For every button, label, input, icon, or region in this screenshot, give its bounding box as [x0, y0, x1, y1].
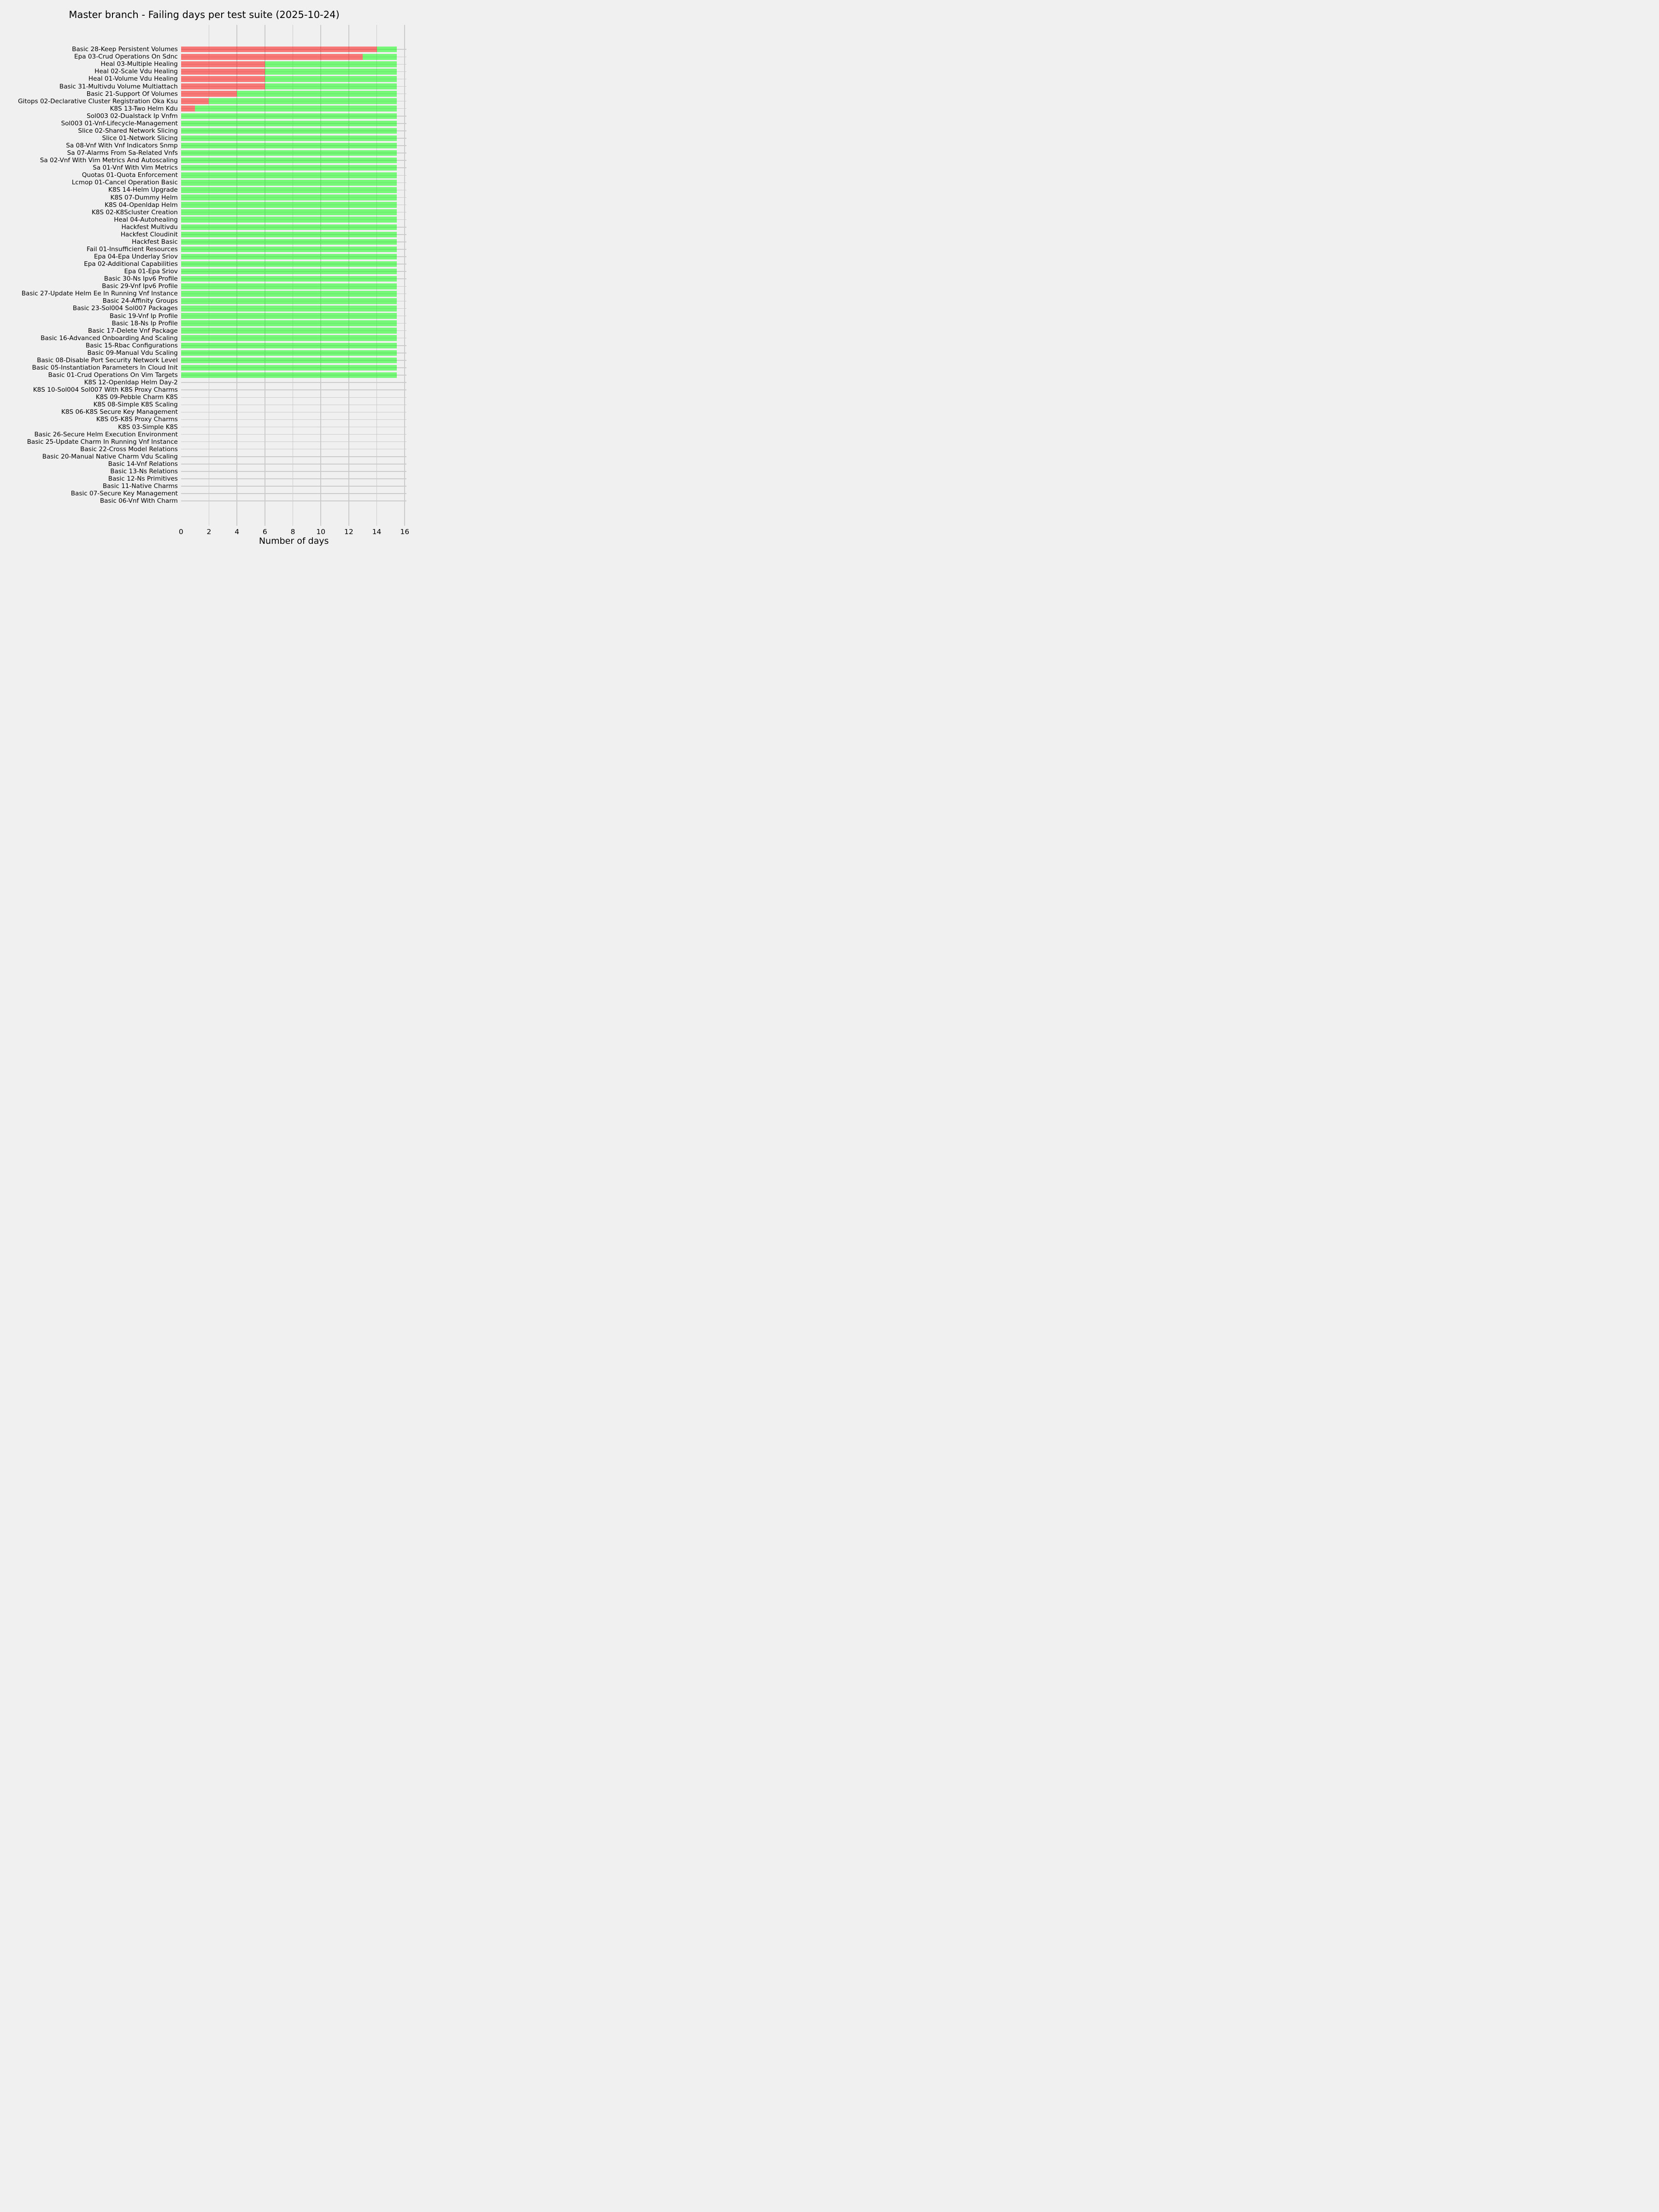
x-tick-label: 16: [400, 528, 410, 536]
y-tick-label: Basic 16-Advanced Onboarding And Scaling: [41, 334, 178, 342]
bar-passing-segment: [377, 47, 397, 53]
bar-passing-segment: [181, 320, 397, 326]
y-tick-label: K8S 12-Openldap Helm Day-2: [84, 379, 178, 387]
y-gridline: [181, 478, 407, 479]
bar-passing-segment: [181, 143, 397, 149]
x-tick-label: 2: [206, 528, 212, 536]
bar-passing-segment: [181, 358, 397, 364]
y-tick-label: Basic 28-Keep Persistent Volumes: [72, 46, 178, 53]
y-gridline: [181, 471, 407, 472]
y-tick-label: Basic 17-Delete Vnf Package: [88, 327, 178, 335]
bar-passing-segment: [181, 121, 397, 127]
y-tick-label: Epa 02-Additional Capabilities: [84, 260, 178, 268]
bar-passing-segment: [209, 98, 396, 104]
y-tick-label: Basic 30-Ns Ipv6 Profile: [104, 275, 178, 283]
bar-passing-segment: [181, 180, 397, 186]
y-tick-label: Hackfest Basic: [132, 238, 178, 246]
y-gridline: [181, 493, 407, 494]
y-tick-label: Sa 08-Vnf With Vnf Indicators Snmp: [66, 142, 178, 150]
bar-failing-segment: [181, 98, 209, 104]
bar-passing-segment: [181, 306, 397, 312]
y-tick-label: Sa 02-Vnf With Vim Metrics And Autoscaling: [40, 157, 178, 165]
y-gridline: [181, 486, 407, 487]
bar-passing-segment: [363, 54, 397, 60]
y-tick-label: Basic 20-Manual Native Charm Vdu Scaling: [42, 453, 178, 460]
bar-passing-segment: [181, 335, 397, 341]
y-tick-label: Hackfest Cloudinit: [120, 230, 178, 238]
bar-passing-segment: [181, 343, 397, 349]
y-tick-label: Heal 01-Volume Vdu Healing: [88, 75, 178, 83]
y-tick-label: Hackfest Multivdu: [121, 223, 178, 231]
y-tick-label: Basic 23-Sol004 Sol007 Packages: [72, 305, 178, 312]
y-gridline: [181, 427, 407, 428]
bar-failing-segment: [181, 54, 363, 60]
y-tick-label: Basic 08-Disable Port Security Network Level: [37, 356, 178, 364]
y-tick-label: Epa 04-Epa Underlay Sriov: [94, 253, 178, 261]
y-tick-label: Basic 27-Update Helm Ee In Running Vnf Instance: [21, 290, 178, 298]
bar-passing-segment: [181, 135, 397, 141]
bar-passing-segment: [181, 224, 397, 230]
y-tick-label: Basic 09-Manual Vdu Scaling: [87, 349, 178, 357]
y-tick-label: Epa 03-Crud Operations On Sdnc: [74, 53, 178, 61]
bar-passing-segment: [181, 283, 397, 289]
x-tick-label: 14: [372, 528, 382, 536]
bar-passing-segment: [181, 158, 397, 164]
bar-passing-segment: [181, 291, 397, 297]
bar-failing-segment: [181, 47, 377, 53]
x-axis-title: Number of days: [259, 536, 329, 546]
y-tick-label: Basic 18-Ns Ip Profile: [112, 319, 178, 327]
bar-passing-segment: [265, 83, 397, 89]
y-tick-label: Heal 04-Autohealing: [114, 216, 178, 224]
bar-passing-segment: [181, 128, 397, 134]
bar-passing-segment: [181, 202, 397, 208]
y-tick-label: Basic 06-Vnf With Charm: [100, 497, 178, 505]
bar-passing-segment: [181, 365, 397, 371]
y-tick-label: Basic 15-Rbac Configurations: [85, 341, 178, 349]
x-tick-label: 6: [262, 528, 267, 536]
y-tick-label: Basic 29-Vnf Ipv6 Profile: [102, 282, 178, 290]
y-tick-label: Sa 07-Alarms From Sa-Related Vnfs: [67, 149, 178, 157]
bar-passing-segment: [181, 232, 397, 238]
bar-failing-segment: [181, 61, 265, 67]
y-tick-label: Basic 21-Support Of Volumes: [86, 90, 178, 98]
y-gridline: [181, 405, 407, 406]
x-tick-label: 0: [178, 528, 183, 536]
bar-passing-segment: [181, 298, 397, 304]
y-gridline: [181, 389, 407, 390]
bar-passing-segment: [181, 239, 397, 245]
bar-passing-segment: [181, 217, 397, 223]
y-tick-label: K8S 14-Helm Upgrade: [108, 186, 178, 194]
x-tick-label: 10: [316, 528, 326, 536]
y-gridline: [181, 382, 407, 383]
bar-failing-segment: [181, 83, 265, 89]
y-tick-label: K8S 05-K8S Proxy Charms: [96, 416, 178, 424]
bar-failing-segment: [181, 91, 237, 97]
bar-passing-segment: [181, 276, 397, 282]
y-gridline: [181, 412, 407, 413]
y-tick-label: K8S 07-Dummy Helm: [110, 194, 178, 201]
y-tick-label: Basic 25-Update Charm In Running Vnf Instance: [27, 438, 178, 446]
bar-failing-segment: [181, 106, 195, 112]
x-tick-label: 12: [344, 528, 353, 536]
y-tick-label: Basic 01-Crud Operations On Vim Targets: [48, 371, 178, 379]
y-tick-label: Lcmop 01-Cancel Operation Basic: [71, 179, 178, 187]
bar-passing-segment: [181, 254, 397, 260]
bar-passing-segment: [181, 150, 397, 156]
y-gridline: [181, 464, 407, 465]
bar-passing-segment: [181, 261, 397, 267]
y-tick-label: K8S 09-Pebble Charm K8S: [95, 394, 178, 401]
bar-passing-segment: [181, 372, 397, 378]
y-tick-label: K8S 10-Sol004 Sol007 With K8S Proxy Charms: [33, 386, 178, 394]
y-gridline: [181, 434, 407, 435]
y-tick-label: K8S 04-Openldap Helm: [105, 201, 178, 209]
y-tick-label: Basic 12-Ns Primitives: [108, 475, 178, 482]
bar-passing-segment: [181, 172, 397, 178]
bar-passing-segment: [265, 61, 397, 67]
y-tick-label: Basic 19-Vnf Ip Profile: [109, 312, 178, 320]
y-tick-label: Slice 02-Shared Network Slicing: [78, 127, 178, 135]
bar-passing-segment: [181, 328, 397, 334]
y-tick-label: Basic 24-Affinity Groups: [102, 297, 178, 305]
y-tick-label: Sa 01-Vnf With Vim Metrics: [93, 164, 178, 172]
bar-passing-segment: [195, 106, 397, 112]
y-gridline: [181, 449, 407, 450]
y-tick-label: Basic 26-Secure Helm Execution Environment: [34, 430, 178, 438]
y-tick-label: Quotas 01-Quota Enforcement: [82, 171, 178, 179]
x-tick-label: 4: [235, 528, 240, 536]
y-tick-label: K8S 08-Simple K8S Scaling: [93, 401, 178, 409]
y-tick-label: Basic 14-Vnf Relations: [108, 460, 178, 468]
bar-passing-segment: [181, 247, 397, 253]
y-gridline: [181, 419, 407, 420]
y-tick-label: Epa 01-Epa Sriov: [124, 268, 178, 276]
chart-figure: [0, 0, 415, 553]
bar-passing-segment: [265, 76, 397, 82]
y-tick-label: K8S 13-Two Helm Kdu: [110, 105, 178, 112]
y-tick-label: Basic 13-Ns Relations: [110, 467, 178, 475]
bar-passing-segment: [237, 91, 397, 97]
y-tick-label: K8S 03-Simple K8S: [118, 423, 178, 431]
y-tick-label: K8S 06-K8S Secure Key Management: [61, 408, 178, 416]
y-gridline: [181, 500, 407, 501]
y-tick-label: Basic 31-Multivdu Volume Multiattach: [59, 82, 178, 90]
bar-passing-segment: [265, 69, 397, 75]
y-tick-label: Heal 02-Scale Vdu Healing: [94, 68, 178, 76]
y-tick-label: Basic 22-Cross Model Relations: [80, 445, 178, 453]
y-gridline: [181, 456, 407, 457]
y-tick-label: Sol003 01-Vnf-Lifecycle-Management: [61, 119, 178, 127]
x-gridline: [404, 25, 405, 526]
y-tick-label: Basic 11-Native Charms: [102, 482, 178, 490]
bar-passing-segment: [181, 269, 397, 275]
bar-passing-segment: [181, 313, 397, 319]
y-tick-label: Basic 07-Secure Key Management: [71, 490, 178, 498]
bar-passing-segment: [181, 187, 397, 193]
bar-passing-segment: [181, 113, 397, 119]
y-gridline: [181, 441, 407, 442]
y-tick-label: K8S 02-K8Scluster Creation: [91, 208, 178, 216]
y-tick-label: Gitops 02-Declarative Cluster Registration Oka Ksu: [18, 97, 178, 105]
y-tick-label: Sol003 02-Dualstack Ip Vnfm: [87, 112, 178, 120]
bar-failing-segment: [181, 69, 265, 75]
bar-passing-segment: [181, 194, 397, 200]
x-tick-label: 8: [290, 528, 295, 536]
bar-passing-segment: [181, 165, 397, 171]
chart-title: Master branch - Failing days per test suite (2025-10-24): [69, 9, 340, 20]
bar-passing-segment: [181, 209, 397, 215]
y-tick-label: Fail 01-Insufficient Resources: [87, 245, 178, 253]
y-tick-label: Basic 05-Instantiation Parameters In Cloud Init: [32, 364, 178, 371]
y-gridline: [181, 397, 407, 398]
y-tick-label: Slice 01-Network Slicing: [102, 134, 178, 142]
bar-passing-segment: [181, 350, 397, 356]
bar-failing-segment: [181, 76, 265, 82]
y-tick-label: Heal 03-Multiple Healing: [100, 60, 178, 68]
